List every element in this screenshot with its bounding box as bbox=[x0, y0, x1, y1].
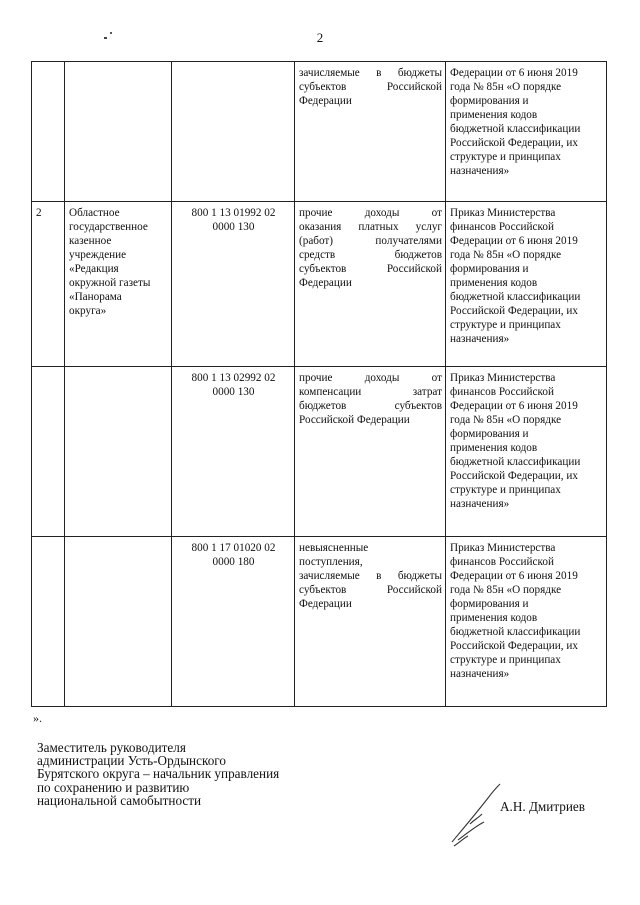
row-number-cell bbox=[32, 537, 65, 707]
legal-basis-line: структуре и принципах bbox=[450, 151, 561, 163]
budget-code-cell bbox=[172, 202, 295, 367]
income-description-line: субъектов Российской bbox=[299, 263, 442, 275]
legal-basis-line: Приказ Министерства bbox=[450, 372, 556, 384]
administrator-cell bbox=[65, 537, 172, 707]
administrator-name-line: казенное bbox=[69, 235, 112, 247]
administrator-name-line: Областное bbox=[69, 207, 120, 219]
legal-basis-line: применения кодов bbox=[450, 442, 538, 454]
legal-basis-cell bbox=[446, 202, 607, 367]
legal-basis-line: назначения» bbox=[450, 165, 510, 177]
administrator-cell bbox=[65, 367, 172, 537]
income-description-cell bbox=[295, 62, 446, 202]
legal-basis-line: Федерации от 6 июня 2019 bbox=[450, 570, 578, 582]
income-description-line: субъектов Российской bbox=[299, 584, 442, 596]
income-description-line: зачисляемые в бюджеты bbox=[299, 67, 442, 79]
income-description-cell bbox=[295, 202, 446, 367]
position-line: Бурятского округа – начальник управления bbox=[37, 766, 280, 782]
income-description-line: субъектов Российской bbox=[299, 81, 442, 93]
legal-basis-line: применения кодов bbox=[450, 612, 538, 624]
budget-code-cell bbox=[172, 367, 295, 537]
position-line: администрации Усть-Ордынского bbox=[37, 753, 226, 769]
legal-basis-line: года № 85н «О порядке bbox=[450, 249, 562, 261]
signatory-name: А.Н. Дмитриев bbox=[500, 799, 585, 814]
table-row bbox=[32, 202, 607, 367]
income-description-line: оказания платных услуг bbox=[299, 221, 442, 233]
row-number: 2 bbox=[36, 207, 42, 219]
row-number-cell bbox=[32, 202, 65, 367]
legal-basis-line: бюджетной классификации bbox=[450, 291, 581, 303]
budget-code-line: 800 1 13 01992 02 bbox=[191, 207, 276, 219]
income-description-cell bbox=[295, 537, 446, 707]
budget-code-line: 0000 130 bbox=[212, 221, 255, 233]
legal-basis-line: формирования и bbox=[450, 95, 529, 107]
income-description-line: поступления, bbox=[299, 556, 363, 568]
legal-basis-line: назначения» bbox=[450, 333, 510, 345]
income-description-line: бюджетов субъектов bbox=[299, 400, 442, 412]
position-line: национальной самобытности bbox=[37, 792, 202, 808]
row-number-cell bbox=[32, 367, 65, 537]
legal-basis-line: Федерации от 6 июня 2019 bbox=[450, 400, 578, 412]
legal-basis-line: назначения» bbox=[450, 498, 510, 510]
administrator-name-line: учреждение bbox=[69, 249, 127, 261]
position-line: по сохранению и развитию bbox=[37, 779, 190, 795]
legal-basis-line: финансов Российской bbox=[450, 556, 554, 568]
table-body bbox=[32, 62, 607, 707]
closing-quote-mark: ». bbox=[33, 711, 42, 725]
row-number-cell bbox=[32, 62, 65, 202]
administrator-name-line: «Редакция bbox=[69, 263, 119, 275]
handwritten-signature bbox=[448, 780, 508, 850]
scan-speck bbox=[110, 32, 112, 34]
income-description-line: прочие доходы от bbox=[299, 372, 442, 384]
legal-basis-line: Российской Федерации, их bbox=[450, 305, 578, 317]
income-description-line: невыясненные bbox=[299, 542, 369, 554]
income-description-line: зачисляемые в бюджеты bbox=[299, 570, 442, 582]
legal-basis-line: года № 85н «О порядке bbox=[450, 81, 562, 93]
budget-code-cell bbox=[172, 537, 295, 707]
administrator-name-line: окружной газеты bbox=[69, 277, 151, 289]
income-description-line: (работ) получателями bbox=[299, 235, 442, 247]
legal-basis-line: структуре и принципах bbox=[450, 319, 561, 331]
legal-basis-line: финансов Российской bbox=[450, 221, 554, 233]
income-description-line: Федерации bbox=[299, 95, 352, 107]
position-line: Заместитель руководителя bbox=[37, 740, 186, 755]
legal-basis-line: назначения» bbox=[450, 668, 510, 680]
legal-basis-line: бюджетной классификации bbox=[450, 123, 581, 135]
income-description-line: средств бюджетов bbox=[299, 249, 442, 261]
legal-basis-line: Российской Федерации, их bbox=[450, 137, 578, 149]
administrator-cell bbox=[65, 62, 172, 202]
signatory-position bbox=[37, 741, 279, 807]
legal-basis-cell bbox=[446, 62, 607, 202]
table-row bbox=[32, 537, 607, 707]
legal-basis-line: бюджетной классификации bbox=[450, 456, 581, 468]
legal-basis-line: структуре и принципах bbox=[450, 654, 561, 666]
scan-speck bbox=[104, 37, 107, 39]
legal-basis-line: Федерации от 6 июня 2019 bbox=[450, 67, 578, 79]
legal-basis-line: применения кодов bbox=[450, 277, 538, 289]
budget-code-line: 0000 180 bbox=[212, 556, 255, 568]
income-description-cell bbox=[295, 367, 446, 537]
legal-basis-line: Приказ Министерства bbox=[450, 542, 556, 554]
administrator-name-line: округа» bbox=[69, 305, 107, 317]
budget-code-line: 0000 130 bbox=[212, 386, 255, 398]
legal-basis-line: финансов Российской bbox=[450, 386, 554, 398]
legal-basis-line: формирования и bbox=[450, 263, 529, 275]
budget-code-cell bbox=[172, 62, 295, 202]
legal-basis-line: года № 85н «О порядке bbox=[450, 414, 562, 426]
administrator-name-line: государственное bbox=[69, 221, 148, 233]
legal-basis-line: Российской Федерации, их bbox=[450, 470, 578, 482]
budget-code-line: 800 1 17 01020 02 bbox=[191, 542, 276, 554]
income-description-line: прочие доходы от bbox=[299, 207, 442, 219]
income-description-line: компенсации затрат bbox=[299, 386, 442, 398]
income-description-line: Российской Федерации bbox=[299, 414, 410, 426]
table-row bbox=[32, 62, 607, 202]
administrator-cell bbox=[65, 202, 172, 367]
legal-basis-line: формирования и bbox=[450, 598, 529, 610]
legal-basis-line: Приказ Министерства bbox=[450, 207, 556, 219]
legal-basis-line: бюджетной классификации bbox=[450, 626, 581, 638]
administrator-name-line: «Панорама bbox=[69, 291, 122, 303]
page-number: 2 bbox=[316, 30, 324, 45]
income-description-line: Федерации bbox=[299, 277, 352, 289]
table-row bbox=[32, 367, 607, 537]
legal-basis-cell bbox=[446, 537, 607, 707]
legal-basis-line: года № 85н «О порядке bbox=[450, 584, 562, 596]
legal-basis-line: формирования и bbox=[450, 428, 529, 440]
budget-code-line: 800 1 13 02992 02 bbox=[191, 372, 276, 384]
revenue-codes-table bbox=[31, 61, 607, 707]
legal-basis-line: Российской Федерации, их bbox=[450, 640, 578, 652]
legal-basis-line: применения кодов bbox=[450, 109, 538, 121]
legal-basis-line: Федерации от 6 июня 2019 bbox=[450, 235, 578, 247]
income-description-line: Федерации bbox=[299, 598, 352, 610]
legal-basis-line: структуре и принципах bbox=[450, 484, 561, 496]
legal-basis-cell bbox=[446, 367, 607, 537]
